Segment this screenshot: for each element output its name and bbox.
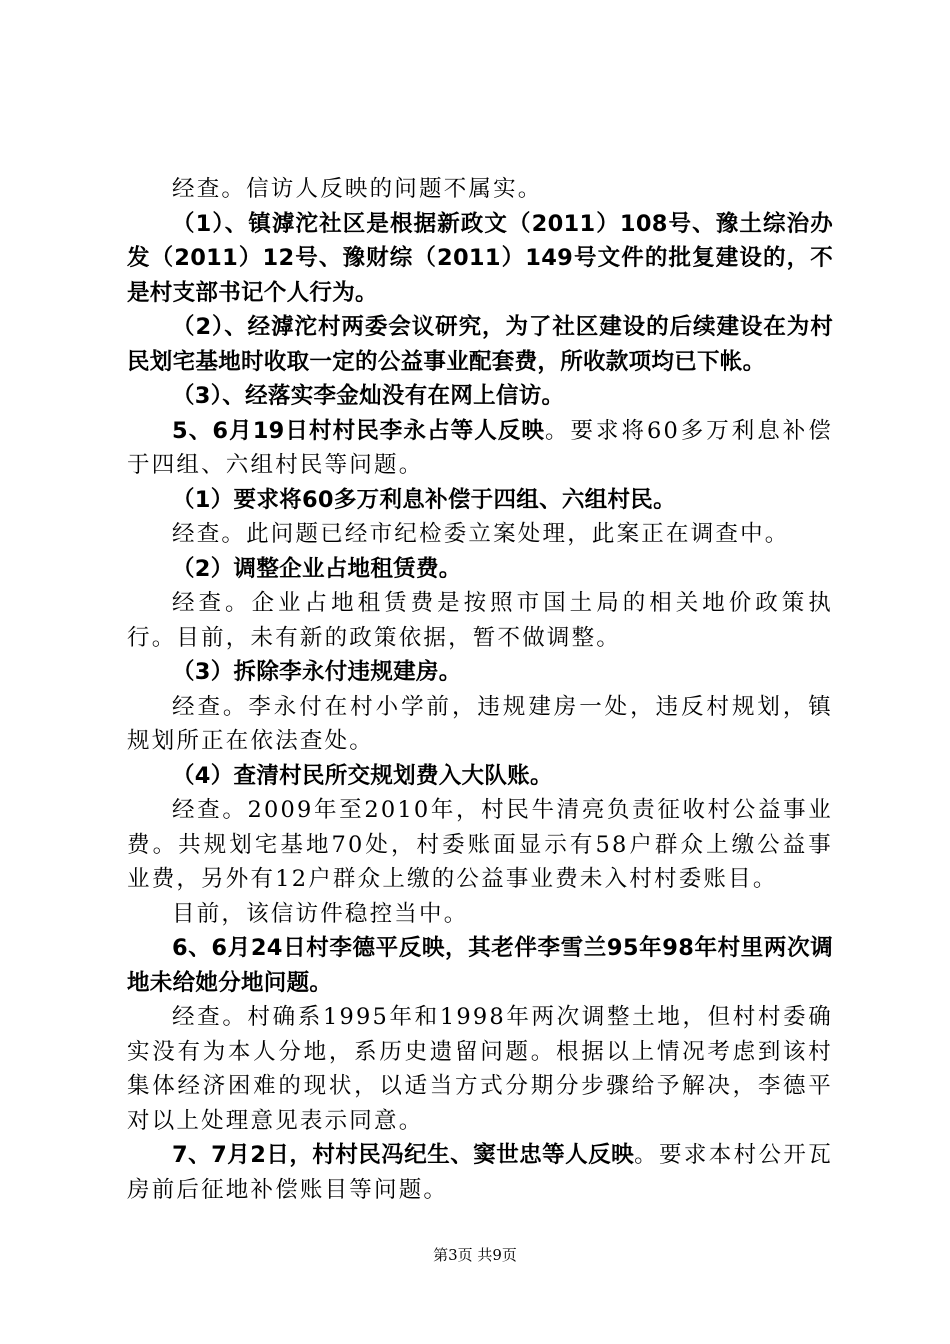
paragraph-case-7 xyxy=(127,1138,833,1207)
page-footer: 第3页 共9页 xyxy=(433,1246,517,1264)
paragraph-finding: 经查。村确系1995年和1998年两次调整土地，但村村委确实没有为本人分地，系历史遗留问题。根据以上情况考虑到该村集体经济困难的现状，以适当方式分期分步骤给予解决，李德平对以上处理意见表示同意。 xyxy=(127,1004,833,1134)
paragraph-finding: 经查。2009年至2010年，村民牛清亮负责征收村公益事业费。共规划宅基地70处，村委账面显示有58户群众上缴公益事业费，另外有12户群众上缴的公益事业费未入村村委账目。 xyxy=(127,797,833,892)
paragraph-finding: 经查。企业占地租赁费是按照市国土局的相关地价政策执行。目前，未有新的政策依据，暂不做调整。 xyxy=(127,590,833,651)
case-5-heading: 5、6月19日村村民李永占等人反映 xyxy=(172,417,545,444)
paragraph-finding: 经查。信访人反映的问题不属实。 xyxy=(172,176,543,202)
paragraph-case-5-item-1: （1）要求将60多万利息补偿于四组、六组村民。 xyxy=(172,486,676,513)
paragraph-case-5-item-3: （3）拆除李永付违规建房。 xyxy=(172,659,462,685)
paragraph-item-3: （3）、经落实李金灿没有在网上信访。 xyxy=(172,383,565,409)
case-7-detail: 。要求本村公开瓦房前后征地补偿账目等问题。 xyxy=(127,1142,833,1203)
paragraph-item-2: （2）、经滹沱村两委会议研究，为了社区建设的后续建设在为村民划宅基地时收取一定的公益事业配套费，所收款项均已下帐。 xyxy=(127,314,833,375)
paragraph-status: 目前，该信访件稳控当中。 xyxy=(172,900,469,927)
paragraph-item-1: （1）、镇滹沱社区是根据新政文（2011）108号、豫土综治办发（2011）12号、豫财综（2011）149号文件的批复建设的，不是村支部书记个人行为。 xyxy=(127,210,833,306)
document-body xyxy=(127,172,833,1207)
paragraph-case-5 xyxy=(127,414,833,483)
paragraph-finding: 经查。此问题已经市纪检委立案处理，此案正在调查中。 xyxy=(172,521,790,547)
paragraph-case-6: 6、6月24日村李德平反映，其老伴李雪兰95年98年村里两次调地未给她分地问题。 xyxy=(127,935,833,996)
case-5-detail: 。要求将60多万利息补偿于四组、六组村民等问题。 xyxy=(127,417,833,478)
case-7-heading: 7、7月2日，村村民冯纪生、窦世忠等人反映 xyxy=(172,1142,635,1168)
paragraph-case-5-item-4: （4）查清村民所交规划费入大队账。 xyxy=(172,762,553,789)
paragraph-case-5-item-2: （2）调整企业占地租赁费。 xyxy=(172,555,462,582)
paragraph-finding: 经查。李永付在村小学前，违规建房一处，违反村规划，镇规划所正在依法查处。 xyxy=(127,693,833,754)
